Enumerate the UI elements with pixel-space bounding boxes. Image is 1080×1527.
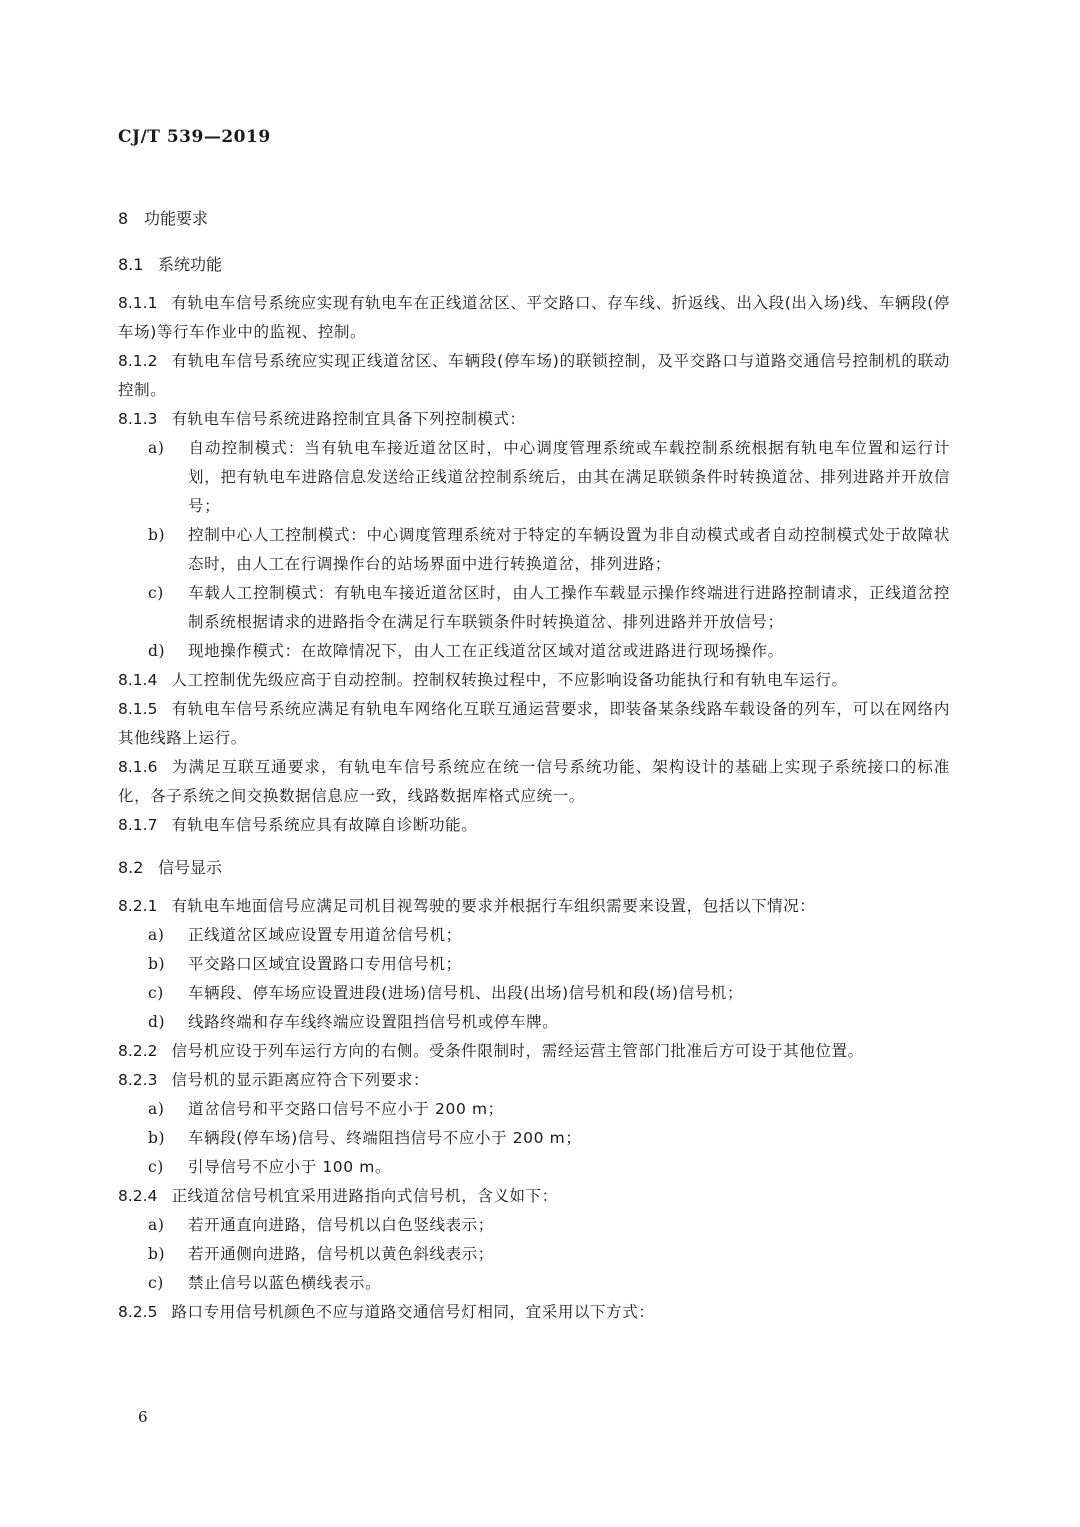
list-item-text: 道岔信号和平交路口信号不应小于 200 m； [188,1100,504,1118]
clause-number: 8.1.7 [118,816,158,834]
list-marker: c) [148,984,164,1002]
section-title: 功能要求 [144,209,209,228]
standard-code: CJ/T 539—2019 [118,127,271,147]
page-content [118,205,950,1327]
list-item [118,1124,950,1153]
list-item [118,1269,950,1298]
list-marker: d) [148,1013,166,1031]
list-item [118,1240,950,1269]
list-marker: a) [148,1100,165,1118]
subsection-title: 信号显示 [158,858,223,877]
clause-8-2-4 [118,1182,950,1211]
list-item-text: 引导信号不应小于 100 m。 [188,1158,392,1176]
clause-number: 8.2.4 [118,1187,158,1205]
clause-number: 8.2.3 [118,1071,158,1089]
clause-8-1-4 [118,666,950,695]
clause-text: 有轨电车信号系统应实现正线道岔区、车辆段(停车场)的联锁控制，及平交路口与道路交通信号控制机的联动控制。 [118,352,950,399]
list-marker: d) [148,642,166,660]
clause-number: 8.1.5 [118,700,158,718]
subsection-number: 8.2 [118,858,144,877]
list-item [118,921,950,950]
list-marker: b) [148,1129,166,1147]
list-marker: a) [148,1216,165,1234]
list-item-text: 线路终端和存车线终端应设置阻挡信号机或停车牌。 [188,1013,559,1031]
list-marker: c) [148,1274,164,1292]
list-item [118,579,950,637]
list-item-text: 若开通直向进路，信号机以白色竖线表示； [188,1216,494,1234]
list-item-text: 控制中心人工控制模式：中心调度管理系统对于特定的车辆设置为非自动模式或者自动控制模式处于故障状态时，由人工在行调操作台的站场界面中进行转换道岔，排列进路； [188,526,950,573]
clause-text: 正线道岔信号机宜采用进路指向式信号机，含义如下： [171,1187,558,1205]
clause-8-2-5 [118,1298,950,1327]
list-item-text: 自动控制模式：当有轨电车接近道岔区时，中心调度管理系统或车载控制系统根据有轨电车位置和运行计划，把有轨电车进路信息发送给正线道岔控制系统后，由其在满足联锁条件时转换道岔、排列进路并开放信号； [188,439,950,515]
list-marker: b) [148,1245,166,1263]
clause-text: 有轨电车地面信号应满足司机目视驾驶的要求并根据行车组织需要来设置，包括以下情况： [171,897,816,915]
clause-number: 8.1.2 [118,352,158,370]
page-number: 6 [138,1408,148,1426]
clause-8-1-1 [118,289,950,347]
subsection-heading [118,854,950,882]
section-heading [118,205,950,233]
clause-text: 有轨电车信号系统应具有故障自诊断功能。 [171,816,478,834]
list-marker: b) [148,955,166,973]
clause-text: 为满足互联互通要求，有轨电车信号系统应在统一信号系统功能、架构设计的基础上实现子系统接口的标准化，各子系统之间交换数据信息应一致，线路数据库格式应统一。 [118,758,950,805]
list-item [118,1095,950,1124]
list-item-text: 若开通侧向进路，信号机以黄色斜线表示； [188,1245,494,1263]
list-item [118,950,950,979]
clause-number: 8.2.1 [118,897,158,915]
list-item [118,1153,950,1182]
list-item [118,521,950,579]
clause-8-2-2 [118,1037,950,1066]
clause-number: 8.1.4 [118,671,158,689]
clause-8-1-2 [118,347,950,405]
clause-number: 8.1.6 [118,758,158,776]
list-item-text: 禁止信号以蓝色横线表示。 [188,1274,382,1292]
list-marker: a) [148,439,165,457]
list-item [118,1008,950,1037]
list-item-text: 车载人工控制模式：有轨电车接近道岔区时，由人工操作车载显示操作终端进行进路控制请求，正线道岔控制系统根据请求的进路指令在满足行车联锁条件时转换道岔、排列进路并开放信号； [188,584,950,631]
clause-8-2-1 [118,892,950,921]
list-item [118,1211,950,1240]
clause-text: 有轨电车信号系统应满足有轨电车网络化互联互通运营要求，即装备某条线路车载设备的列车，可以在网络内其他线路上运行。 [118,700,950,747]
clause-number: 8.1.3 [118,410,158,428]
clause-text: 路口专用信号机颜色不应与道路交通信号灯相同，宜采用以下方式： [171,1303,655,1321]
section-number: 8 [118,209,129,228]
subsection-heading [118,251,950,279]
list-item [118,434,950,521]
list-marker: a) [148,926,165,944]
list-item-text: 平交路口区域宜设置路口专用信号机； [188,955,462,973]
clause-number: 8.1.1 [118,294,158,312]
clause-8-1-3 [118,405,950,434]
list-marker: c) [148,584,164,602]
list-item-text: 车辆段(停车场)信号、终端阻挡信号不应小于 200 m； [188,1129,582,1147]
list-item-text: 正线道岔区域应设置专用道岔信号机； [188,926,462,944]
subsection-title: 系统功能 [158,255,223,274]
clause-text: 信号机的显示距离应符合下列要求： [171,1071,430,1089]
clause-8-1-6 [118,753,950,811]
clause-text: 有轨电车信号系统进路控制宜具备下列控制模式： [171,410,526,428]
clause-8-1-5 [118,695,950,753]
subsection-number: 8.1 [118,255,144,274]
clause-number: 8.2.5 [118,1303,158,1321]
list-marker: b) [148,526,166,544]
list-item [118,979,950,1008]
list-item-text: 现地操作模式：在故障情况下，由人工在正线道岔区域对道岔或进路进行现场操作。 [188,642,784,660]
list-item-text: 车辆段、停车场应设置进段(进场)信号机、出段(出场)信号机和段(场)信号机； [188,984,744,1002]
clause-text: 人工控制优先级应高于自动控制。控制权转换过程中，不应影响设备功能执行和有轨电车运行。 [171,671,848,689]
clause-text: 信号机应设于列车运行方向的右侧。受条件限制时，需经运营主管部门批准后方可设于其他位置。 [171,1042,864,1060]
clause-8-1-7 [118,811,950,840]
list-item [118,637,950,666]
clause-number: 8.2.2 [118,1042,158,1060]
clause-text: 有轨电车信号系统应实现有轨电车在正线道岔区、平交路口、存车线、折返线、出入段(出入场)线、车辆段(停车场)等行车作业中的监视、控制。 [118,294,950,341]
clause-8-2-3 [118,1066,950,1095]
list-marker: c) [148,1158,164,1176]
